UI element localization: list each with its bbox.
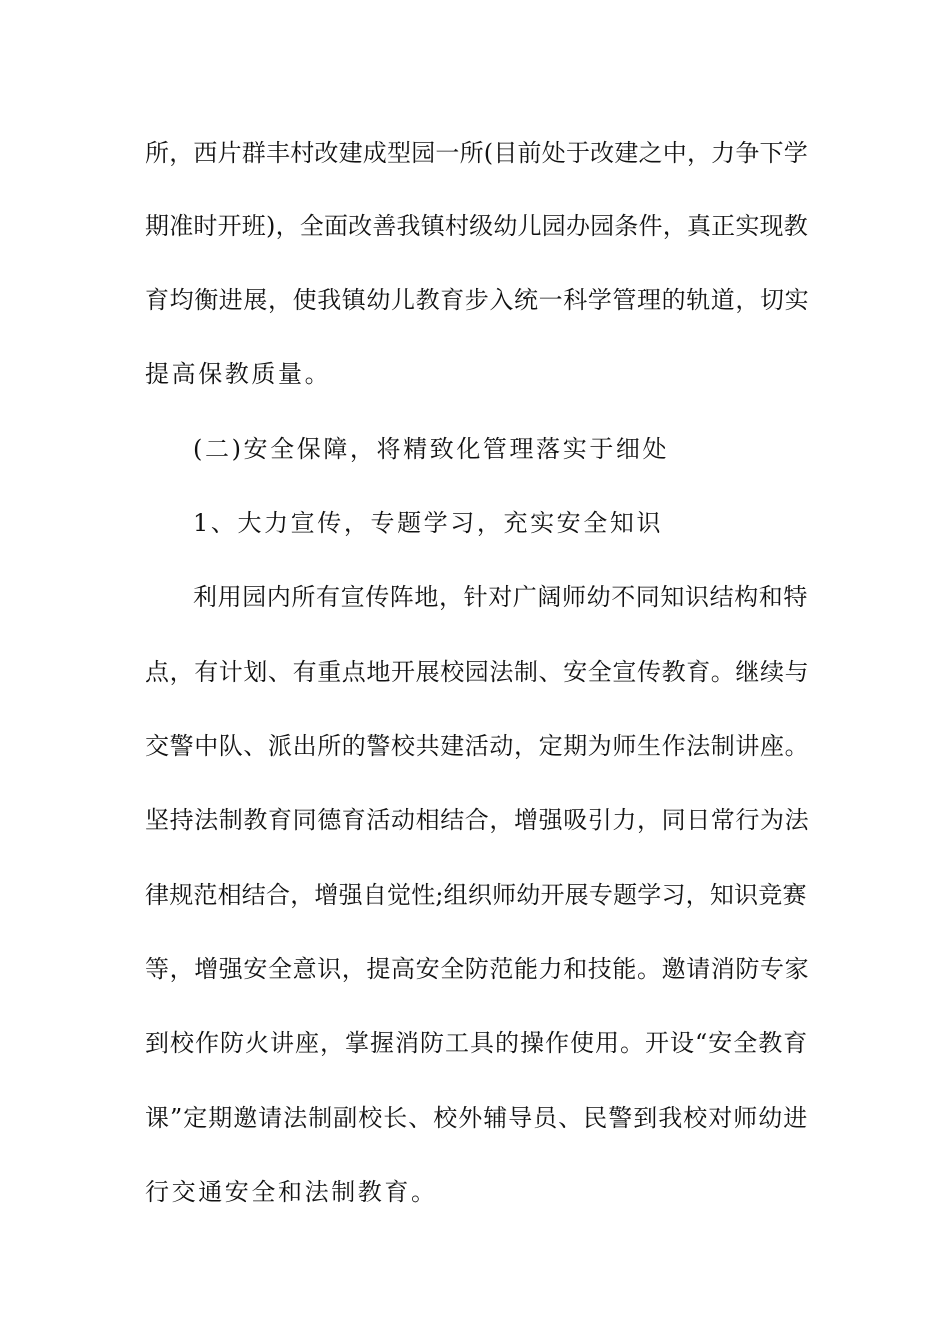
- paragraph-line: 育均衡进展，使我镇幼儿教育步入统一科学管理的轨道，切实: [145, 286, 810, 314]
- paragraph-line: 交警中队、派出所的警校共建活动，定期为师生作法制讲座。: [145, 732, 810, 760]
- paragraph-line: 坚持法制教育同德育活动相结合，增强吸引力，同日常行为法: [145, 806, 810, 834]
- paragraph-line: 提高保教质量。: [145, 360, 332, 388]
- section-heading: (二)安全保障，将精致化管理落实于细处: [193, 435, 670, 463]
- paragraph-line: 点，有计划、有重点地开展校园法制、安全宣传教育。继续与: [145, 658, 810, 686]
- paragraph-line: 等，增强安全意识，提高安全防范能力和技能。邀请消防专家: [145, 955, 810, 983]
- paragraph-line: 律规范相结合，增强自觉性;组织师幼开展专题学习，知识竞赛: [145, 881, 807, 909]
- paragraph-line: 利用园内所有宣传阵地，针对广阔师幼不同知识结构和特: [193, 583, 808, 611]
- paragraph-line: 所，西片群丰村改建成型园一所(目前处于改建之中，力争下学: [145, 139, 808, 167]
- paragraph-line: 行交通安全和法制教育。: [145, 1178, 438, 1206]
- paragraph-line: 到校作防火讲座，掌握消防工具的操作使用。开设“安全教育: [145, 1029, 809, 1057]
- paragraph-line: 课”定期邀请法制副校长、校外辅导员、民警到我校对师幼进: [145, 1104, 809, 1132]
- subsection-heading: 1、大力宣传，专题学习，充实安全知识: [193, 509, 664, 537]
- paragraph-line: 期准时开班)，全面改善我镇村级幼儿园办园条件，真正实现教: [145, 212, 808, 240]
